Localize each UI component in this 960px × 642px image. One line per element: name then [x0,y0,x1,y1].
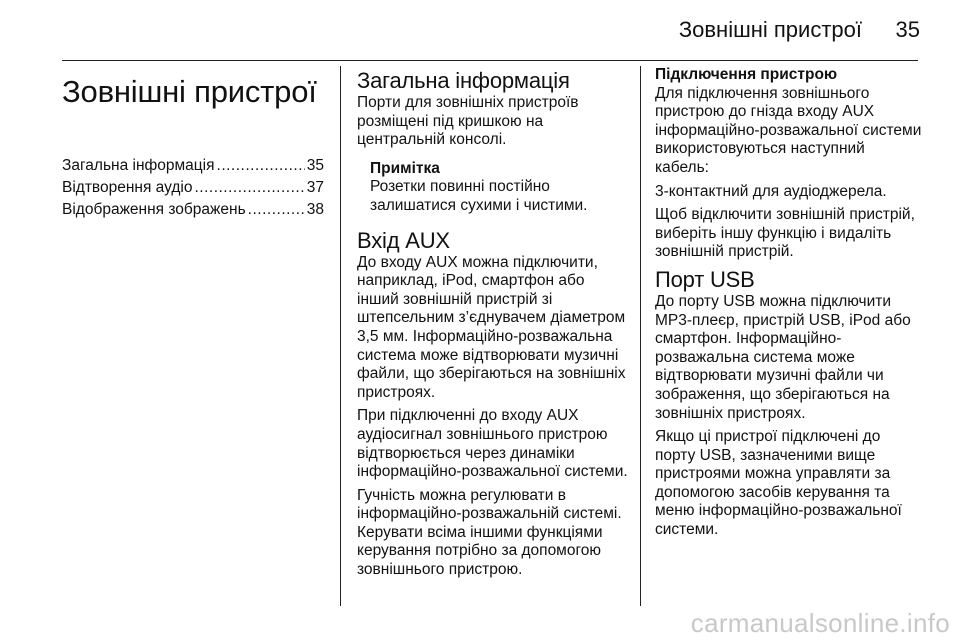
connect-paragraph-3: Щоб відключити зовнішній пристрій, виберіть іншу функцію і видаліть зовнішній пристрій. [655,206,915,261]
toc-entry-image-display[interactable] [62,200,324,219]
connect-device-heading: Підключення пристрою [655,66,838,83]
page-header [0,0,960,60]
connect-paragraph-1: Для підключення зовнішнього пристрою до гнізда входу AUX інформаційно-розважальної системи використовуються наступний кабель: [655,84,922,176]
toc-page: 35 [306,157,324,174]
toc-page: 37 [306,179,324,196]
toc-page: 38 [306,201,324,218]
running-header-title: Зовнішні пристрої [678,17,862,42]
usb-paragraph-1: До порту USB можна підключити MP3-плеєр, пристрій USB, iPod або смартфон. Інформаційно-розважальна система може відтворювати музичні файли чи зображення, що зберігаються на зовнішніх пристроях. [655,292,911,422]
watermark: carmanualsonline.info [690,608,950,638]
aux-paragraph-1: До входу AUX можна підключити, наприклад, iPod, смартфон або інший зовнішній пристрій зі штепсельним з’єднувачем діаметром 3,5 мм. Інформаційно-розважальна система може відтворювати музичні файли, що зберігаються на зовнішніх пристроях. [357,253,626,401]
note-title: Примітка [370,159,440,177]
aux-paragraph-3: Гучність можна регулювати в інформаційно-розважальній системі. Керувати всіма іншими функціями керування потрібно за допомогою зовнішнього пристрою. [357,486,622,579]
header-divider [62,60,918,61]
connect-paragraph-2: 3-контактний для аудіоджерела. [655,182,887,200]
note-text: Розетки повинні постійно залишатися сухими і чистими. [370,178,588,214]
note-box [370,160,629,216]
aux-heading: Вхід AUX [357,227,450,253]
column-toc [62,66,324,222]
toc-leader [217,156,305,175]
general-info-heading: Загальна інформація [357,68,570,93]
toc-label: Загальна інформація [62,157,215,174]
toc-entry-general-info[interactable] [62,156,324,175]
toc-leader [248,200,305,219]
toc-label: Відображення зображень [62,201,246,218]
toc-entry-audio-playback[interactable] [62,178,324,197]
toc-leader [194,178,304,197]
column-general-aux [357,66,629,585]
usb-heading: Порт USB [655,266,755,292]
chapter-title: Зовнішні пристрої [62,74,317,109]
general-info-text: Порти для зовнішніх пристроїв розміщені під кришкою на центральній консолі. [357,94,579,149]
column-divider-2 [640,66,641,606]
aux-paragraph-2: При підключенні до входу AUX аудіосигнал зовнішнього пристрою відтворюється через динаміки інформаційно-розважальної системи. [357,407,628,481]
page-number: 35 [895,17,920,42]
column-divider-1 [340,66,341,606]
usb-paragraph-2: Якщо ці пристрої підключені до порту USB, зазначеними вище пристроями можна управляти за допомогою засобів керування та меню інформаційно-розважальної системи. [655,428,902,539]
column-connect-usb [655,66,923,545]
toc-label: Відтворення аудіо [62,179,193,196]
